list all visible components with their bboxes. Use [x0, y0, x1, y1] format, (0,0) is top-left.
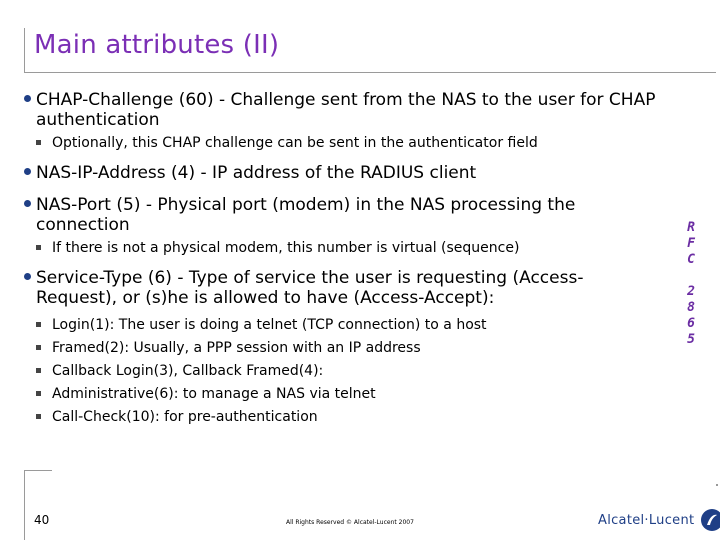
bullet-text: NAS-Port (5) - Physical port (modem) in the NAS processing the connection [36, 195, 576, 235]
side-label-char: 8 [687, 300, 695, 315]
square-bullet-icon [36, 391, 41, 396]
side-label-char: 6 [687, 316, 695, 331]
slide-title: Main attributes (II) [34, 30, 280, 60]
sub-bullet-text: Login(1): The user is doing a telnet (TCP connection) to a host [52, 317, 487, 333]
title-divider-horizontal [24, 72, 716, 73]
side-label-rfc-2865 [683, 220, 699, 348]
sub-bullet-text: Optionally, this CHAP challenge can be sent in the authenticator field [52, 135, 538, 151]
sub-bullet-text: Callback Login(3), Callback Framed(4): [52, 363, 324, 379]
bullet-text: CHAP-Challenge (60) - Challenge sent from the NAS to the user for CHAP authentication [36, 90, 656, 130]
sub-bullet-item [22, 408, 662, 427]
sub-bullet-item [22, 316, 662, 335]
side-label-char: F [687, 236, 695, 251]
bullet-item [22, 195, 662, 235]
sub-bullet-item [22, 362, 662, 381]
sub-bullet-text: If there is not a physical modem, this number is virtual (sequence) [52, 240, 520, 256]
side-label-char: R [687, 220, 695, 235]
corner-mark [716, 484, 718, 486]
page-number: 40 [34, 513, 50, 527]
bullet-dot-icon [24, 200, 31, 207]
sub-bullet-item [22, 339, 662, 358]
slide-content [22, 90, 662, 427]
company-logo [598, 508, 720, 532]
sub-bullet-item [22, 134, 662, 153]
side-label-char [683, 268, 699, 284]
logo-swirl-icon [700, 508, 720, 532]
footer-divider-vertical [24, 470, 25, 540]
title-divider-vertical [24, 28, 25, 72]
bullet-dot-icon [24, 273, 31, 280]
square-bullet-icon [36, 322, 41, 327]
square-bullet-icon [36, 345, 41, 350]
bullet-dot-icon [24, 168, 31, 175]
bullet-text: Service-Type (6) - Type of service the user is requesting (Access-Request), or (s)he is allowed to have (Access-Accept): [36, 268, 584, 308]
footer-divider-horizontal [24, 470, 52, 471]
sub-bullet-text: Administrative(6): to manage a NAS via telnet [52, 386, 376, 402]
side-label-char: C [687, 252, 695, 267]
sub-bullet-text: Call-Check(10): for pre-authentication [52, 409, 318, 425]
side-label-char: 2 [687, 284, 695, 299]
logo-text: Alcatel·Lucent [598, 512, 695, 528]
square-bullet-icon [36, 140, 41, 145]
copyright-notice: All Rights Reserved © Alcatel-Lucent 2007 [286, 519, 414, 526]
square-bullet-icon [36, 245, 41, 250]
bullet-item [22, 90, 662, 130]
side-label-char: 5 [687, 332, 695, 347]
square-bullet-icon [36, 414, 41, 419]
bullet-text: NAS-IP-Address (4) - IP address of the RADIUS client [36, 163, 477, 183]
bullet-item [22, 268, 662, 308]
bullet-item [22, 163, 662, 183]
sub-bullet-item [22, 385, 662, 404]
sub-bullet-item [22, 239, 662, 258]
bullet-dot-icon [24, 95, 31, 102]
square-bullet-icon [36, 368, 41, 373]
sub-bullet-text: Framed(2): Usually, a PPP session with an IP address [52, 340, 421, 356]
